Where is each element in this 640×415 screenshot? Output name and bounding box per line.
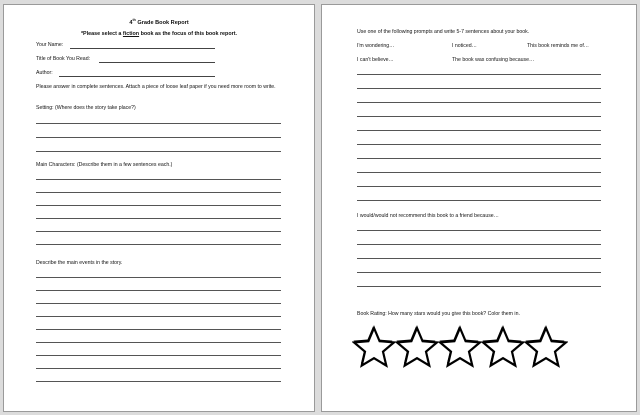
recommend-line[interactable] <box>357 244 601 245</box>
setting-line[interactable] <box>36 137 281 138</box>
characters-line[interactable] <box>36 231 281 232</box>
right-page <box>321 4 637 412</box>
your-name-line[interactable] <box>70 48 215 49</box>
fiction-note: *Please select a fiction book as the focus of this book report. <box>80 31 238 37</box>
events-line[interactable] <box>36 277 281 278</box>
book-title-line[interactable] <box>99 62 215 63</box>
recommend-line[interactable] <box>357 286 601 287</box>
star-icon[interactable] <box>481 325 525 369</box>
characters-line[interactable] <box>36 218 281 219</box>
events-line[interactable] <box>36 303 281 304</box>
starter-cant-believe: I can't believe… <box>357 57 394 63</box>
author-label: Author: <box>36 70 53 76</box>
recommend-prompt: I would/would not recommend this book to a friend because… <box>357 213 499 219</box>
setting-line[interactable] <box>36 151 281 152</box>
response-line[interactable] <box>357 130 601 131</box>
events-line[interactable] <box>36 381 281 382</box>
recommend-line[interactable] <box>357 272 601 273</box>
response-line[interactable] <box>357 88 601 89</box>
response-line[interactable] <box>357 116 601 117</box>
recommend-line[interactable] <box>357 258 601 259</box>
characters-line[interactable] <box>36 205 281 206</box>
characters-line[interactable] <box>36 192 281 193</box>
author-line[interactable] <box>59 76 215 77</box>
characters-line[interactable] <box>36 244 281 245</box>
events-line[interactable] <box>36 329 281 330</box>
your-name-label: Your Name: <box>36 42 64 48</box>
events-prompt: Describe the main events in the story. <box>36 260 123 266</box>
response-line[interactable] <box>357 186 601 187</box>
instructions: Please answer in complete sentences. Attach a piece of loose leaf paper if you need more room to write. <box>36 84 276 90</box>
star-icon[interactable] <box>524 325 568 369</box>
characters-prompt: Main Characters: (Describe them in a few sentences each.) <box>36 162 173 168</box>
events-line[interactable] <box>36 355 281 356</box>
starter-reminds: This book reminds me of… <box>527 43 589 49</box>
response-line[interactable] <box>357 158 601 159</box>
events-line[interactable] <box>36 368 281 369</box>
star-icon[interactable] <box>395 325 439 369</box>
events-line[interactable] <box>36 316 281 317</box>
characters-line[interactable] <box>36 179 281 180</box>
response-line[interactable] <box>357 74 601 75</box>
response-line[interactable] <box>357 144 601 145</box>
book-title-label: Title of Book You Read: <box>36 56 91 62</box>
star-icon[interactable] <box>352 325 396 369</box>
page-title: 4th Grade Book Report <box>129 18 189 26</box>
setting-prompt: Setting: (Where does the story take place?) <box>36 105 136 111</box>
response-line[interactable] <box>357 172 601 173</box>
starter-noticed: I noticed… <box>452 43 477 49</box>
recommend-line[interactable] <box>357 230 601 231</box>
left-page <box>3 4 315 412</box>
events-line[interactable] <box>36 342 281 343</box>
starter-confusing: The book was confusing because… <box>452 57 535 63</box>
events-line[interactable] <box>36 290 281 291</box>
rating-prompt: Book Rating: How many stars would you give this book? Color them in. <box>357 311 520 317</box>
star-icon[interactable] <box>438 325 482 369</box>
prompt-intro: Use one of the following prompts and write 5-7 sentences about your book. <box>357 29 530 35</box>
response-line[interactable] <box>357 200 601 201</box>
response-line[interactable] <box>357 102 601 103</box>
starter-wondering: I'm wondering… <box>357 43 395 49</box>
setting-line[interactable] <box>36 123 281 124</box>
